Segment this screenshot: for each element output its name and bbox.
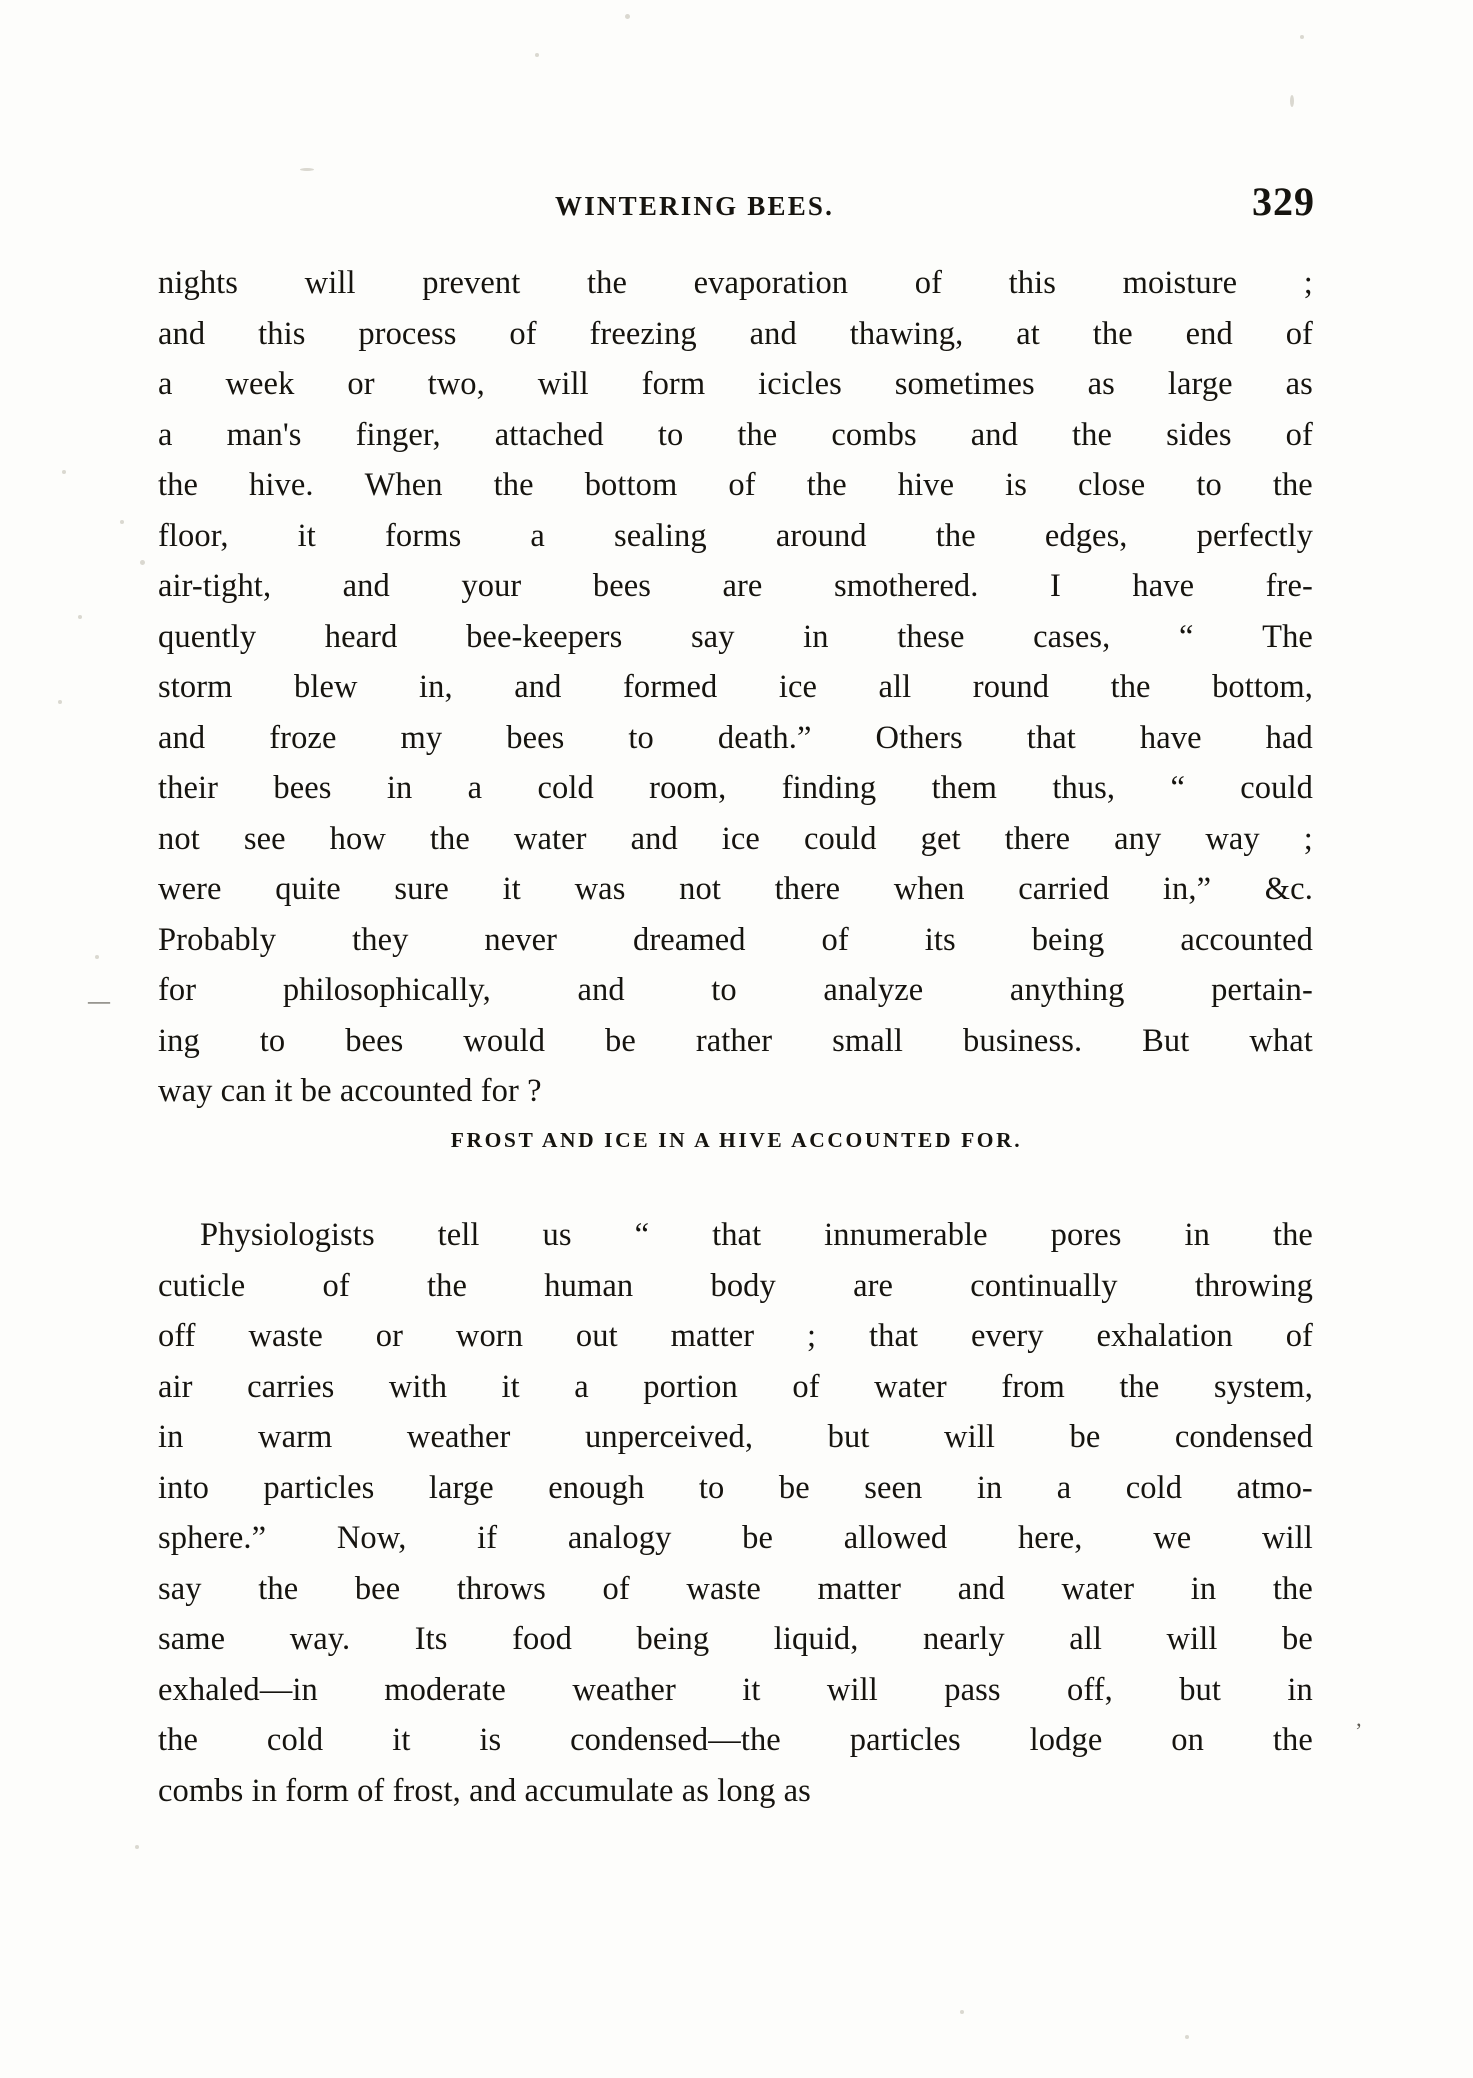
text-line: cuticle of the human body are continually throwing	[158, 1267, 1313, 1304]
paper-speck	[1300, 35, 1304, 39]
text-line: floor, it forms a sealing around the edges, perfectly	[158, 517, 1313, 554]
text-line: for philosophically, and to analyze anything pertain-	[158, 972, 1313, 1008]
text-line: the cold it is condensed—the particles lodge on the	[158, 1722, 1313, 1758]
text-line: and this process of freezing and thawing, at the end of	[158, 315, 1313, 352]
text-line: off waste or worn out matter ; that every exhalation of	[158, 1318, 1313, 1354]
page-number: 329	[1252, 179, 1315, 224]
paper-speck	[58, 700, 62, 704]
text-line: exhaled—in moderate weather it will pass off, but in	[158, 1671, 1313, 1708]
running-head: WINTERING BEES.	[555, 191, 835, 221]
paper-speck	[960, 2010, 964, 2014]
paragraph-two	[158, 1210, 1313, 1816]
text-line: not see how the water and ice could get there any way ;	[158, 820, 1313, 857]
text-line: storm blew in, and formed ice all round the bottom,	[158, 669, 1313, 705]
paper-speck	[1290, 95, 1294, 107]
paper-speck	[625, 14, 630, 19]
text-line: the hive. When the bottom of the hive is close to the	[158, 467, 1313, 503]
text-line: same way. Its food being liquid, nearly all will be	[158, 1621, 1313, 1657]
paper-speck	[1185, 2035, 1189, 2039]
page-header	[155, 178, 1315, 225]
text-line: a man's finger, attached to the combs and the sides of	[158, 416, 1313, 453]
paper-speck	[120, 520, 124, 524]
text-line: quently heard bee-keepers say in these cases, “ The	[158, 618, 1313, 655]
paper-speck	[78, 615, 82, 619]
paper-speck	[535, 53, 539, 57]
paper-speck	[300, 168, 314, 171]
text-line: and froze my bees to death.” Others that have had	[158, 719, 1313, 756]
paper-speck	[95, 955, 99, 959]
text-line: in warm weather unperceived, but will be condensed	[158, 1419, 1313, 1455]
text-line: a week or two, will form icicles sometimes as large as	[158, 366, 1313, 402]
margin-mark: —	[88, 988, 110, 1013]
text-line: way can it be accounted for ?	[158, 1073, 542, 1109]
text-line: ing to bees would be rather small business. But what	[158, 1022, 1313, 1059]
text-line: into particles large enough to be seen in a cold atmo-	[158, 1469, 1313, 1506]
paper-speck	[62, 470, 66, 474]
text-line: combs in form of frost, and accumulate as long as	[158, 1772, 811, 1809]
text-line: were quite sure it was not there when carried in,” &c.	[158, 871, 1313, 907]
paper-speck	[135, 1845, 139, 1849]
section-heading: FROST AND ICE IN A HIVE ACCOUNTED FOR.	[450, 1128, 1023, 1152]
paper-speck	[140, 560, 145, 565]
text-line: say the bee throws of waste matter and water in the	[158, 1570, 1313, 1607]
text-line: air carries with it a portion of water from the system,	[158, 1368, 1313, 1405]
paragraph-one	[158, 258, 1313, 1117]
margin-mark: ’	[1355, 1718, 1363, 1743]
text-line: Physiologists tell us “ that innumerable pores in the	[200, 1217, 1313, 1253]
text-line: Probably they never dreamed of its being accounted	[158, 921, 1313, 958]
text-line: their bees in a cold room, finding them thus, “ could	[158, 770, 1313, 806]
text-line: air-tight, and your bees are smothered. I have fre-	[158, 568, 1313, 604]
text-line: nights will prevent the evaporation of this moisture ;	[158, 265, 1313, 301]
text-line: sphere.” Now, if analogy be allowed here, we will	[158, 1520, 1313, 1556]
